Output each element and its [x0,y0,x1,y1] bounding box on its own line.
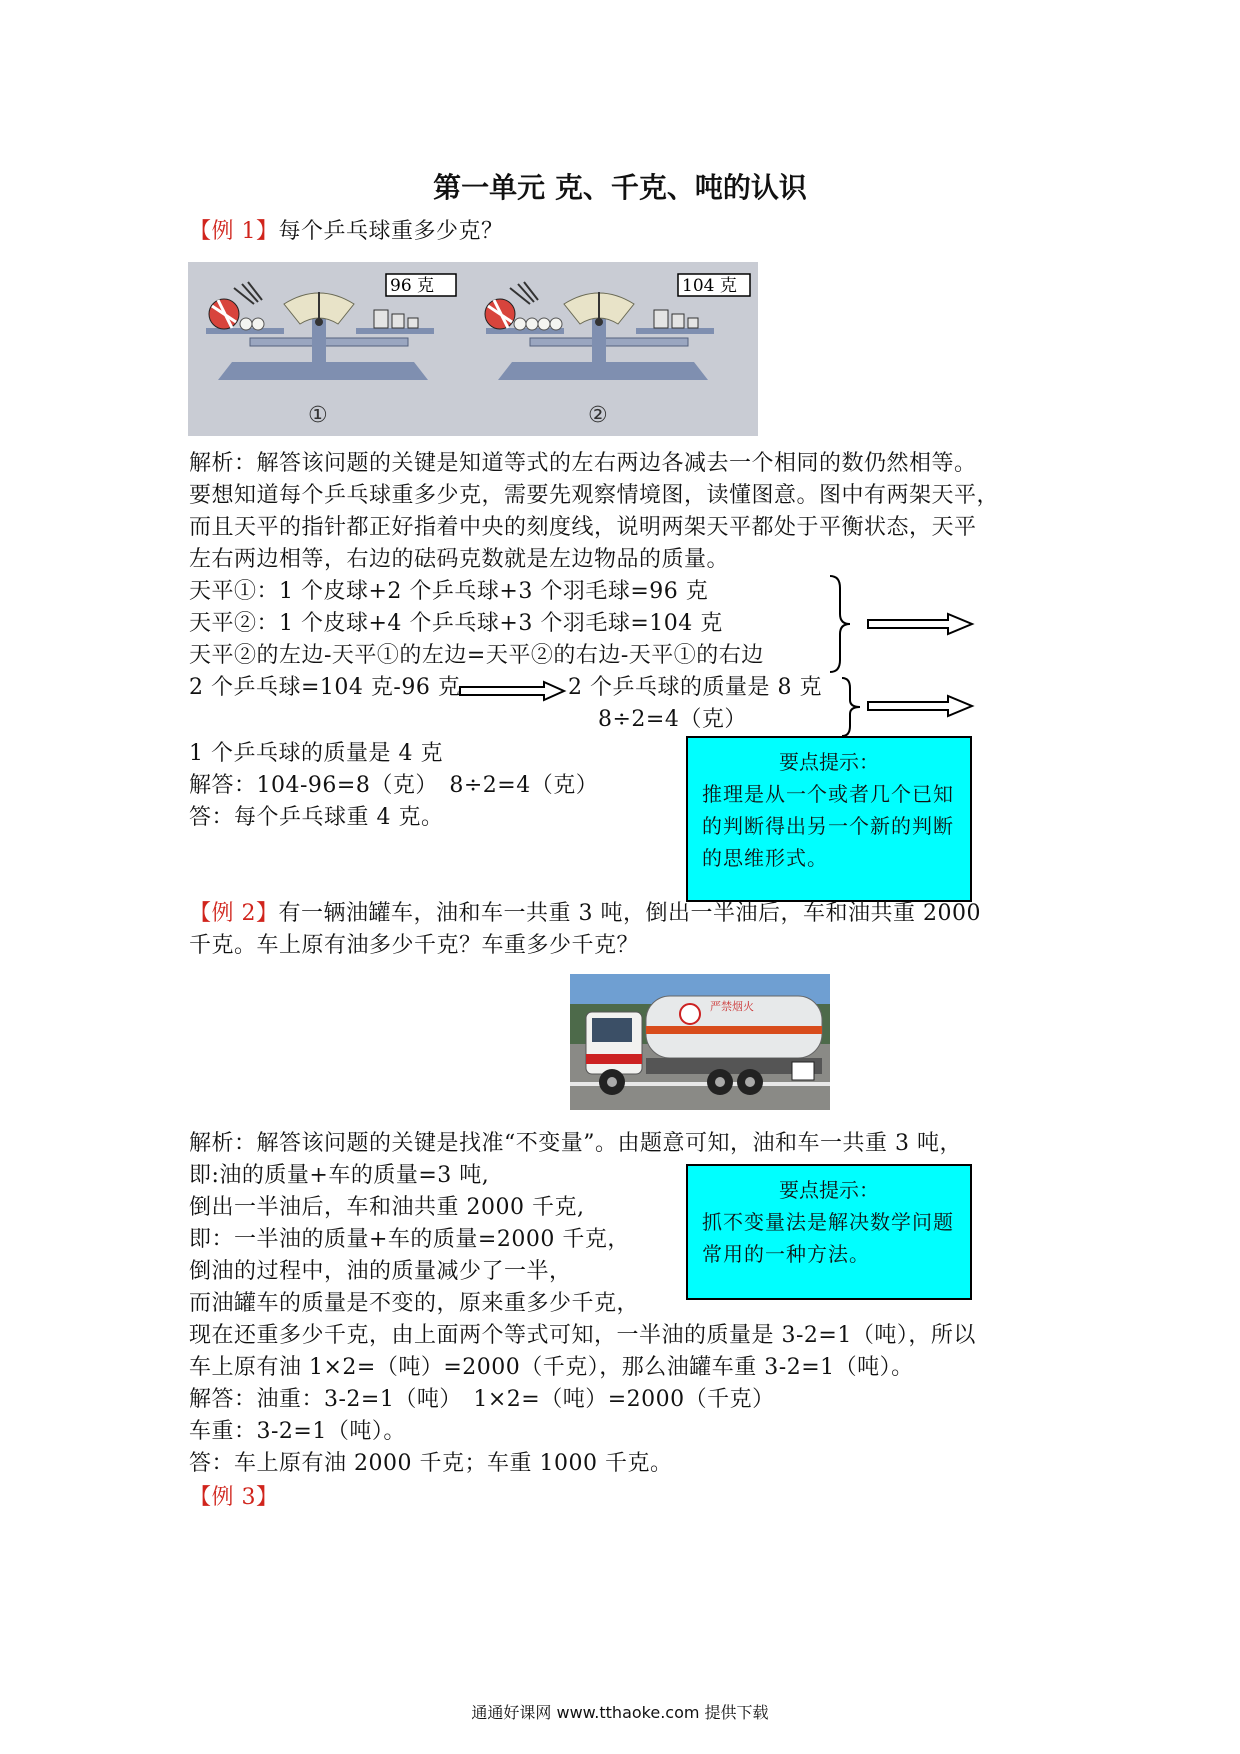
ex1-equation-6: 8÷2=4（克） [598,707,747,732]
ex2-solution-line-1: 解答：油重：3-2=1（吨） 1×2=（吨）=2000（千克） [189,1387,775,1412]
ex2-analysis-line-7: 现在还重多少千克，由上面两个等式可知，一半油的质量是 3-2=1（吨），所以 [189,1323,976,1348]
tanker-truck-image [570,974,830,1110]
page-footer: 通通好课网 www.tthaoke.com 提供下载 [471,1703,769,1722]
scale-2-label: 104 克 [682,276,737,296]
ex2-analysis-line-6: 而油罐车的质量是不变的，原来重多少千克， [189,1291,640,1316]
example-1-question: 每个乒乓球重多少克？ [278,219,504,244]
ex1-analysis-line-4: 左右两边相等，右边的砝码克数就是左边物品的质量。 [189,547,730,572]
scale-1-number: ① [308,403,328,428]
ex2-analysis-line-3: 倒出一半油后，车和油共重 2000 千克, [189,1195,585,1220]
ex1-equation-5: 2 个乒乓球的质量是 8 克 [568,675,822,700]
scale-2-number: ② [588,403,608,428]
ex1-equation-7: 1 个乒乓球的质量是 4 克 [189,741,443,766]
tip-box-1-heading: 要点提示： [779,750,879,774]
ex1-equation-4: 2 个乒乓球=104 克-96 克 [189,675,461,700]
ex2-analysis-line-2: 即:油的质量+车的质量=3 吨, [189,1163,490,1188]
example-2-question-line-1: 有一辆油罐车，油和车一共重 3 吨，倒出一半油后，车和油共重 2000 [278,901,981,926]
scale-1-label: 96 克 [390,276,435,296]
ex1-answer: 答：每个乒乓球重 4 克。 [189,805,444,830]
double-arrow-1 [866,612,976,636]
double-arrow-inline [458,680,568,702]
right-brace-1 [826,574,852,674]
double-arrow-2 [866,694,976,718]
tip-box-1-body: 推理是从一个或者几个已知的判断得出另一个新的判断的思维形式。 [702,782,954,870]
ex1-solution: 解答：104-96=8（克） 8÷2=4（克） [189,773,599,798]
ex2-solution-line-2: 车重：3-2=1（吨）。 [189,1419,406,1444]
ex2-answer: 答：车上原有油 2000 千克；车重 1000 千克。 [189,1451,673,1476]
example-1-tag: 【例 1】 [189,219,279,244]
example-1-heading [189,216,504,248]
right-brace-2 [838,676,862,738]
balance-scales-image [188,262,758,436]
example-2-tag: 【例 2】 [189,901,279,926]
ex1-analysis-line-2: 要想知道每个乒乓球重多少克，需要先观察情境图，读懂图意。图中有两架天平， [189,483,1000,508]
ex1-equation-3: 天平②的左边-天平①的左边=天平②的右边-天平①的右边 [189,643,764,668]
example-2-heading-line-1 [189,898,981,930]
truck-warning-text: 严禁烟火 [710,1000,754,1013]
example-3-tag: 【例 3】 [189,1485,279,1510]
ex1-analysis-line-3: 而且天平的指针都正好指着中央的刻度线，说明两架天平都处于平衡状态，天平 [189,515,977,540]
ex1-equation-2: 天平②：1 个皮球+4 个乒乓球+3 个羽毛球=104 克 [189,611,723,636]
tip-box-2-heading: 要点提示： [779,1178,879,1202]
ex1-analysis-line-1: 解析：解答该问题的关键是知道等式的左右两边各减去一个相同的数仍然相等。 [189,451,977,476]
tip-box-2-body: 抓不变量法是解决数学问题常用的一种方法。 [702,1210,954,1266]
page-title: 第一单元 克、千克、吨的认识 [433,171,807,204]
ex2-analysis-line-1: 解析：解答该问题的关键是找准“不变量”。由题意可知，油和车一共重 3 吨， [189,1131,962,1156]
tip-box-2 [686,1164,972,1300]
tip-box-1 [686,736,972,902]
ex2-analysis-line-5: 倒油的过程中，油的质量减少了一半， [189,1259,572,1284]
ex2-analysis-line-8: 车上原有油 1×2=（吨）=2000（千克），那么油罐车重 3-2=1（吨）。 [189,1355,914,1380]
example-2-question-line-2: 千克。车上原有油多少千克？车重多少千克？ [189,933,640,958]
ex1-equation-1: 天平①：1 个皮球+2 个乒乓球+3 个羽毛球=96 克 [189,579,709,604]
ex2-analysis-line-4: 即：一半油的质量+车的质量=2000 千克， [189,1227,630,1252]
